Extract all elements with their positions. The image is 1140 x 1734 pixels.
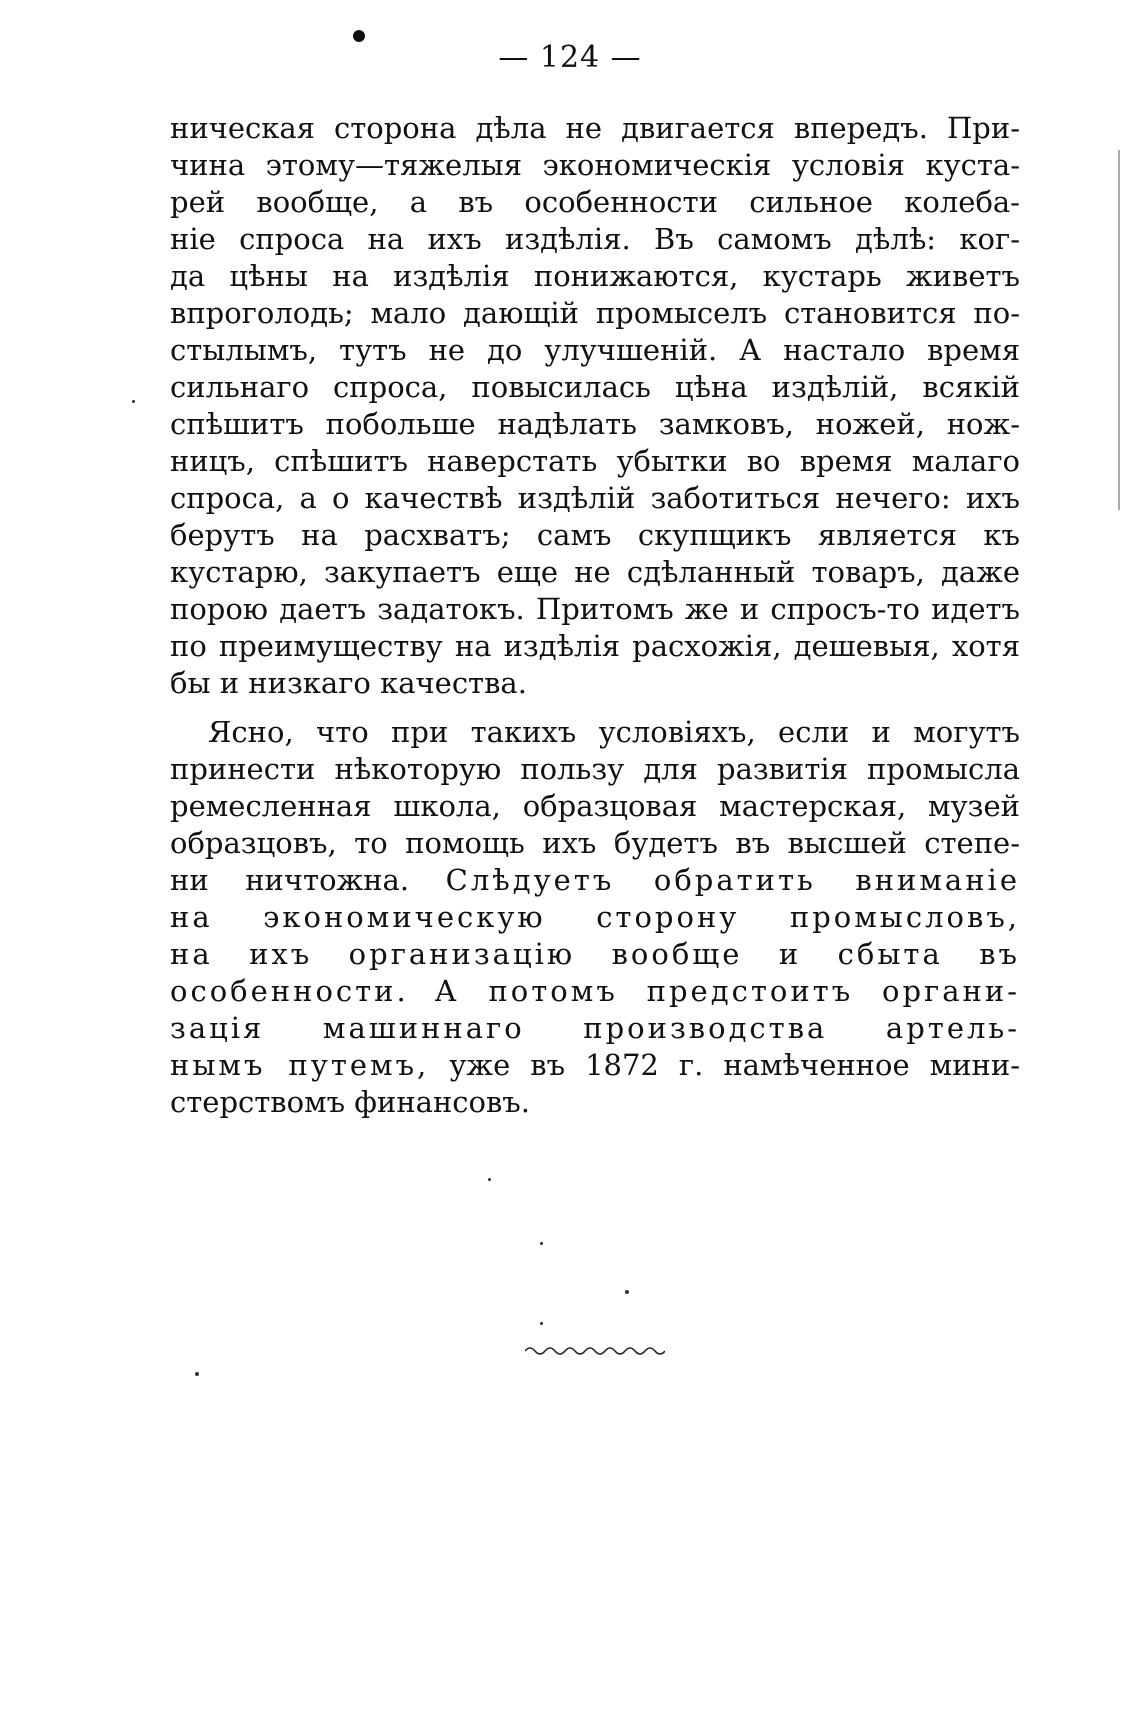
text-line: ницъ, спѣшитъ наверстать убытки во время малаго (170, 444, 1020, 478)
text-line: спѣшитъ побольше надѣлать замковъ, ножей, нож- (170, 407, 1020, 441)
text-line: стылымъ, тутъ не до улучшеній. А настало время (170, 333, 1020, 367)
text-line-spaced: на ихъ организацію вообще и сбыта въ (170, 937, 1020, 971)
text-line: Ясно, что при такихъ условіяхъ, если и могутъ (208, 715, 1020, 749)
text-line: сильнаго спроса, повысилась цѣна издѣлій, всякій (170, 370, 1020, 404)
text-line: ніе спроса на ихъ издѣлія. Въ самомъ дѣлѣ: ког- (170, 222, 1020, 256)
text-line: порою даетъ задатокъ. Притомъ же и спросъ-то идетъ (170, 592, 1020, 626)
text-line: рей вообще, а въ особенности сильное колеба- (170, 185, 1020, 219)
paragraph-1 (170, 110, 1020, 702)
text-line-mixed (170, 862, 1020, 899)
spaced-emphasis: А потомъ предстоитъ органи- (434, 974, 1020, 1008)
print-speck (488, 1178, 491, 1181)
text-line: стерствомъ финансовъ. (170, 1085, 530, 1119)
print-speck (540, 1322, 543, 1325)
spaced-emphasis: особенности. (170, 974, 409, 1008)
text-line: спроса, а о качествѣ издѣлій заботиться нечего: ихъ (170, 481, 1020, 515)
text-line-spaced: на экономическую сторону промысловъ, (170, 900, 1020, 934)
print-speck (132, 400, 135, 403)
print-speck (540, 1242, 543, 1245)
text-fragment: уже въ 1872 г. намѣченное мини- (449, 1048, 1020, 1082)
spaced-emphasis: Слѣдуетъ обратить вниманіе (445, 863, 1020, 897)
body-text (170, 110, 1020, 1121)
text-line: ремесленная школа, образцовая мастерская, музей (170, 789, 1020, 823)
text-line: ническая сторона дѣла не двигается впередъ. При- (170, 111, 1020, 145)
text-line-mixed (170, 1047, 1020, 1084)
page-number: — 124 — (498, 40, 642, 75)
page-edge-shadow (1118, 150, 1120, 510)
text-line: берутъ на расхватъ; самъ скупщикъ является къ (170, 518, 1020, 552)
text-line: по преимуществу на издѣлія расхожія, дешевыя, хотя (170, 629, 1020, 663)
text-line: чина этому—тяжелыя экономическія условія куста- (170, 148, 1020, 182)
print-speck (195, 1372, 199, 1376)
text-line: да цѣны на издѣлія понижаются, кустарь живетъ (170, 259, 1020, 293)
wavy-rule-ornament (525, 1344, 665, 1358)
spaced-emphasis: нымъ путемъ, (170, 1048, 430, 1082)
text-line: впроголодь; мало дающій промыселъ становится по- (170, 296, 1020, 330)
text-line: образцовъ, то помощь ихъ будетъ въ высшей степе- (170, 826, 1020, 860)
print-speck (625, 1290, 629, 1294)
text-line: принести нѣкоторую пользу для развитія промысла (170, 752, 1020, 786)
paragraph-2 (170, 714, 1020, 1121)
text-line-spaced: зація машиннаго производства артель- (170, 1011, 1020, 1045)
text-line: кустарю, закупаетъ еще не сдѣланный товаръ, даже (170, 555, 1020, 589)
text-line-mixed (170, 973, 1020, 1010)
text-fragment: ни ничтожна. (170, 863, 410, 897)
text-line: бы и низкаго качества. (170, 666, 527, 700)
